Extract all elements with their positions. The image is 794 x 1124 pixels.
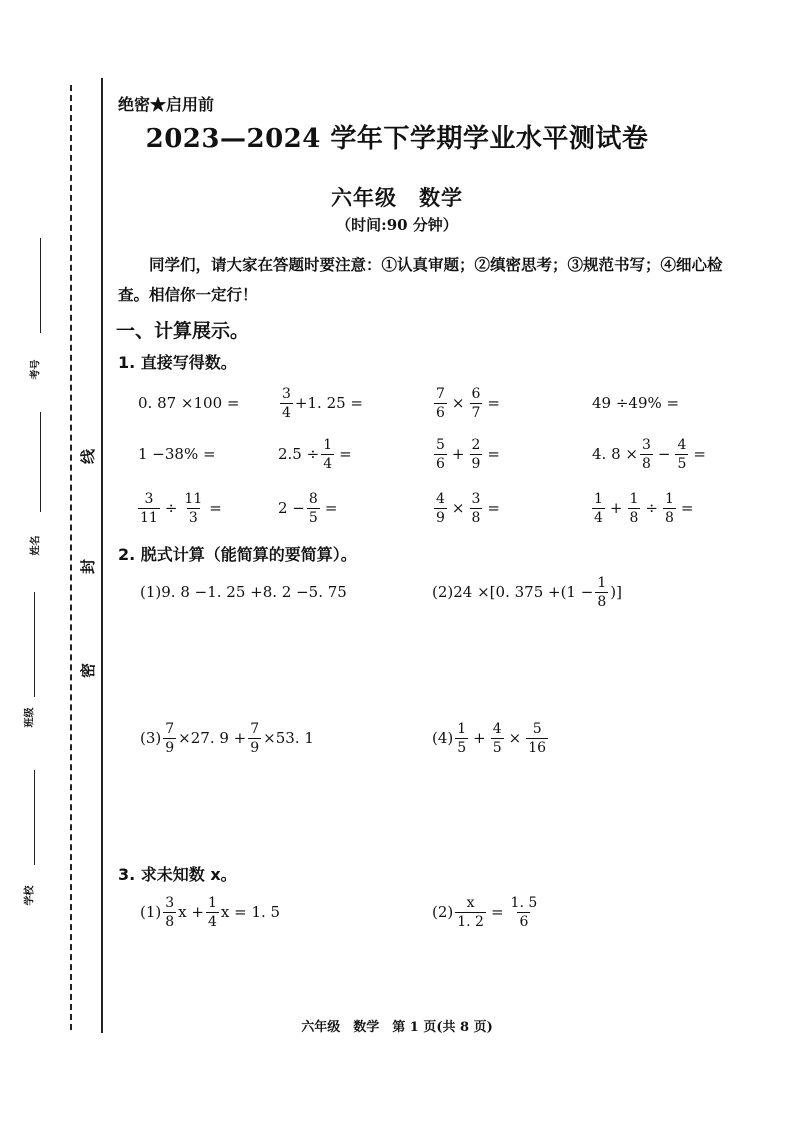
fraction (455, 722, 468, 755)
numerator: 1 (594, 490, 603, 507)
expr-text: 4. 8 × (592, 445, 638, 463)
expr-text: )] (610, 583, 622, 601)
expr-text: 49 ÷49% = (592, 394, 680, 412)
denominator: 8 (665, 509, 674, 526)
numerator: 7 (250, 720, 260, 737)
page-footer: 六年级 数学 第 1 页(共 8 页) (301, 1020, 493, 1035)
school-blank (34, 770, 35, 865)
q1-title: 1. 直接写得数。 (118, 353, 237, 372)
numerator: 1 (665, 490, 674, 507)
equals: = (324, 499, 338, 517)
expr-text: (1)9. 8 −1. 25 +8. 2 −5. 75 (140, 583, 347, 601)
denominator: 8 (597, 593, 607, 610)
fraction (206, 896, 219, 929)
operator: ÷ (645, 499, 658, 517)
denominator: 9 (436, 509, 445, 526)
q2-part3 (140, 718, 314, 758)
expr-text: 1 −38% = (138, 445, 216, 463)
fraction (628, 492, 641, 525)
q1-r2-a (138, 436, 216, 472)
denominator: 8 (165, 913, 175, 930)
q1-r1-b (278, 383, 363, 423)
operator: + (451, 445, 465, 463)
q2-title: 2. 脱式计算（能简算的要简算）。 (118, 545, 357, 564)
fraction (163, 722, 176, 755)
numerator: 3 (165, 894, 175, 911)
denominator: 9 (250, 739, 260, 756)
numerator: 1 (457, 720, 467, 737)
seal-char-secret: 密 (79, 662, 98, 679)
denominator: 5 (492, 739, 502, 756)
expr-text: (2) (432, 903, 454, 921)
exam-title: 2023—2024 学年下学期学业水平测试卷 (145, 124, 649, 154)
equals: = (490, 903, 504, 921)
exam-number-label: 考号 (30, 359, 42, 380)
q2-part4 (432, 718, 550, 758)
q2-part2 (432, 572, 622, 612)
expr-text: (2)24 ×[0. 375 +(1 − (432, 583, 594, 601)
fraction (321, 438, 334, 471)
denominator: 4 (282, 404, 291, 421)
fraction (595, 576, 608, 609)
section-1-title: 一、计算展示。 (116, 320, 250, 342)
denominator: 8 (629, 509, 639, 526)
q1-r3-b (278, 488, 340, 528)
operator: × (508, 729, 522, 747)
fraction (455, 896, 486, 929)
fraction (307, 492, 320, 525)
operator: + (473, 729, 486, 747)
denominator: 7 (471, 404, 481, 421)
q3-title: 3. 求未知数 x。 (118, 865, 237, 884)
denominator: 8 (641, 455, 651, 472)
denominator: 16 (528, 739, 547, 756)
class-blank (34, 592, 35, 697)
numerator: 3 (641, 436, 651, 453)
fraction (526, 722, 548, 755)
denominator: 6 (436, 455, 445, 472)
numerator: 2 (471, 436, 481, 453)
numerator: 5 (436, 436, 445, 453)
expr-text: x + (178, 903, 204, 921)
equals: = (487, 394, 500, 412)
equals: = (487, 445, 500, 463)
q1-r2-d (592, 434, 709, 474)
q2-part1 (140, 580, 347, 604)
name-label: 姓名 (30, 535, 42, 556)
name-blank (40, 412, 41, 512)
numerator: 5 (532, 720, 542, 737)
q3-part1 (140, 892, 280, 932)
expr-text: +1. 25 = (294, 394, 363, 412)
numerator: 1 (207, 894, 217, 911)
fraction (163, 896, 176, 929)
denominator: 6 (519, 913, 529, 930)
numerator: 11 (184, 490, 203, 507)
operator: − (657, 445, 671, 463)
expr-text: (4) (432, 729, 454, 747)
denominator: 1. 2 (457, 913, 484, 930)
denominator: 6 (436, 404, 445, 421)
numerator: x (466, 894, 475, 911)
denominator: 9 (471, 455, 481, 472)
equals: = (680, 499, 694, 517)
operator: ÷ (164, 499, 178, 517)
school-label: 学校 (24, 885, 36, 906)
fraction (491, 722, 504, 755)
q1-r2-b (278, 434, 355, 474)
fraction (182, 492, 204, 525)
numerator: 1 (597, 574, 607, 591)
fraction (470, 438, 483, 471)
q1-r1-c (432, 383, 503, 423)
expr-text: (3) (140, 729, 162, 747)
equals: = (339, 445, 352, 463)
q1-r3-a (136, 488, 225, 528)
equals: = (209, 499, 222, 517)
operator: × (451, 394, 465, 412)
notice-text: 同学们，请大家在答题时要注意：①认真审题；②缜密思考；③规范书写；④细心检查。相信你一定行！ (118, 255, 723, 304)
class-label: 班级 (24, 707, 36, 728)
seal-char-line: 线 (79, 448, 98, 465)
numerator: 4 (677, 436, 687, 453)
equals: = (693, 445, 706, 463)
numerator: 7 (165, 720, 175, 737)
expr-text: 2 − (278, 499, 305, 517)
seal-char-seal: 封 (79, 558, 98, 575)
numerator: 4 (436, 490, 445, 507)
fraction (280, 387, 293, 420)
exam-time: （时间:90 分钟） (336, 216, 458, 234)
q1-r2-c (432, 434, 503, 474)
operator: + (609, 499, 623, 517)
exam-number-blank (40, 238, 41, 333)
expr-text: (1) (140, 903, 162, 921)
exam-subtitle: 六年级 数学 (331, 185, 463, 210)
expr-text: ×27. 9 + (178, 729, 247, 747)
fraction (434, 387, 447, 420)
numerator: 3 (471, 490, 481, 507)
fraction (248, 722, 261, 755)
denominator: 4 (594, 509, 603, 526)
fraction (663, 492, 676, 525)
denominator: 11 (140, 509, 158, 526)
numerator: 6 (471, 385, 481, 402)
expr-text: 2.5 ÷ (278, 445, 320, 463)
q1-r3-d (590, 488, 697, 528)
numerator: 8 (308, 490, 318, 507)
numerator: 3 (144, 490, 154, 507)
expr-text: ×53. 1 (263, 729, 314, 747)
numerator: 4 (492, 720, 502, 737)
fraction (640, 438, 653, 471)
fraction (509, 896, 540, 929)
fraction (470, 387, 483, 420)
q3-part2 (432, 892, 541, 932)
fraction (470, 492, 483, 525)
denominator: 8 (471, 509, 481, 526)
numerator: 1 (629, 490, 639, 507)
denominator: 9 (165, 739, 175, 756)
denominator: 5 (457, 739, 467, 756)
operator: × (451, 499, 465, 517)
fraction (592, 492, 605, 525)
denominator: 4 (207, 913, 217, 930)
expr-text: 0. 87 ×100 = (138, 394, 240, 412)
confidential-mark: 绝密★启用前 (118, 95, 215, 114)
fraction (138, 492, 160, 525)
fraction (675, 438, 688, 471)
expr-text: x = 1. 5 (220, 903, 281, 921)
denominator: 5 (308, 509, 318, 526)
denominator: 3 (188, 509, 198, 526)
equals: = (487, 499, 500, 517)
numerator: 1 (323, 436, 333, 453)
numerator: 7 (436, 385, 445, 402)
q1-r1-d (592, 385, 679, 421)
numerator: 1. 5 (510, 894, 538, 911)
q1-r1-a (138, 385, 239, 421)
denominator: 4 (323, 455, 333, 472)
fraction (434, 492, 447, 525)
q1-r3-c (432, 488, 503, 528)
numerator: 3 (282, 385, 291, 402)
denominator: 5 (677, 455, 687, 472)
fraction (434, 438, 447, 471)
